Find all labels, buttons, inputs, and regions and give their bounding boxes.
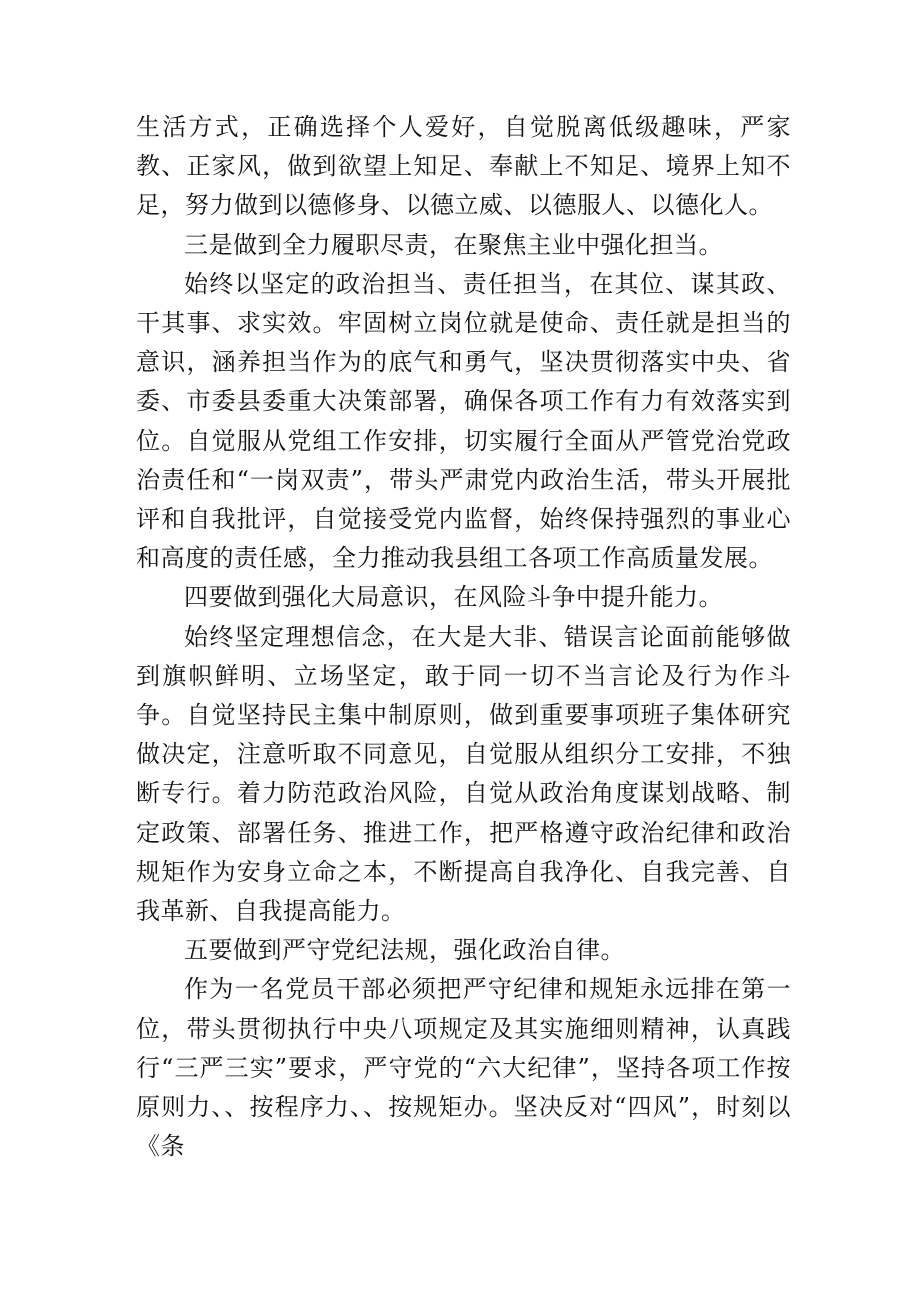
section-heading-three: 三是做到全力履职尽责，在聚焦主业中强化担当。 [184,230,723,259]
paragraph-body: 作为一名党员干部必须把严守纪律和规矩永远排在第一位，带头贯彻执行中央八项规定及其实施细则精神，认真践行“三严三实”要求，严守党的“六大纪律”，坚持各项工作按原则力、、按程序力、、按规矩办。坚决反对“四风”，时刻以《条 [136,975,791,1161]
paragraph-body: 始终坚定理想信念，在大是大非、错误言论面前能够做到旗帜鲜明、立场坚定，敢于同一切不当言论及行为作斗争。自觉坚持民主集中制原则，做到重要事项班子集体研究做决定，注意听取不同意见，自觉服从组织分工安排，不独断专行。着力防范政治风险，自觉从政治角度谋划战略、制定政策、部署任务、推进工作，把严格遵守政治纪律和政治规矩作为安身立命之本，不断提高自我净化、自我完善、自我革新、自我提高能力。 [136,622,791,926]
document-body [136,108,791,1166]
section-heading-five: 五要做到严守党纪法规，强化政治自律。 [184,936,625,965]
section-heading-four: 四要做到强化大局意识，在风险斗争中提升能力。 [184,583,723,612]
paragraph-continuation: 生活方式，正确选择个人爱好，自觉脱离低级趣味，严家教、正家风，做到欲望上知足、奉献上不知足、境界上知不足，努力做到以德修身、以德立威、以德服人、以德化人。 [136,113,791,220]
paragraph-body: 始终以坚定的政治担当、责任担当，在其位、谋其政、干其事、求实效。牢固树立岗位就是使命、责任就是担当的意识，涵养担当作为的底气和勇气，坚决贯彻落实中央、省委、市委县委重大决策部署，确保各项工作有力有效落实到位。自觉服从党组工作安排，切实履行全面从严管党治党政治责任和“一岗双责”，带头严肃党内政治生活，带头开展批评和自我批评，自觉接受党内监督，始终保持强烈的事业心和高度的责任感，全力推动我县组工各项工作高质量发展。 [136,269,791,573]
